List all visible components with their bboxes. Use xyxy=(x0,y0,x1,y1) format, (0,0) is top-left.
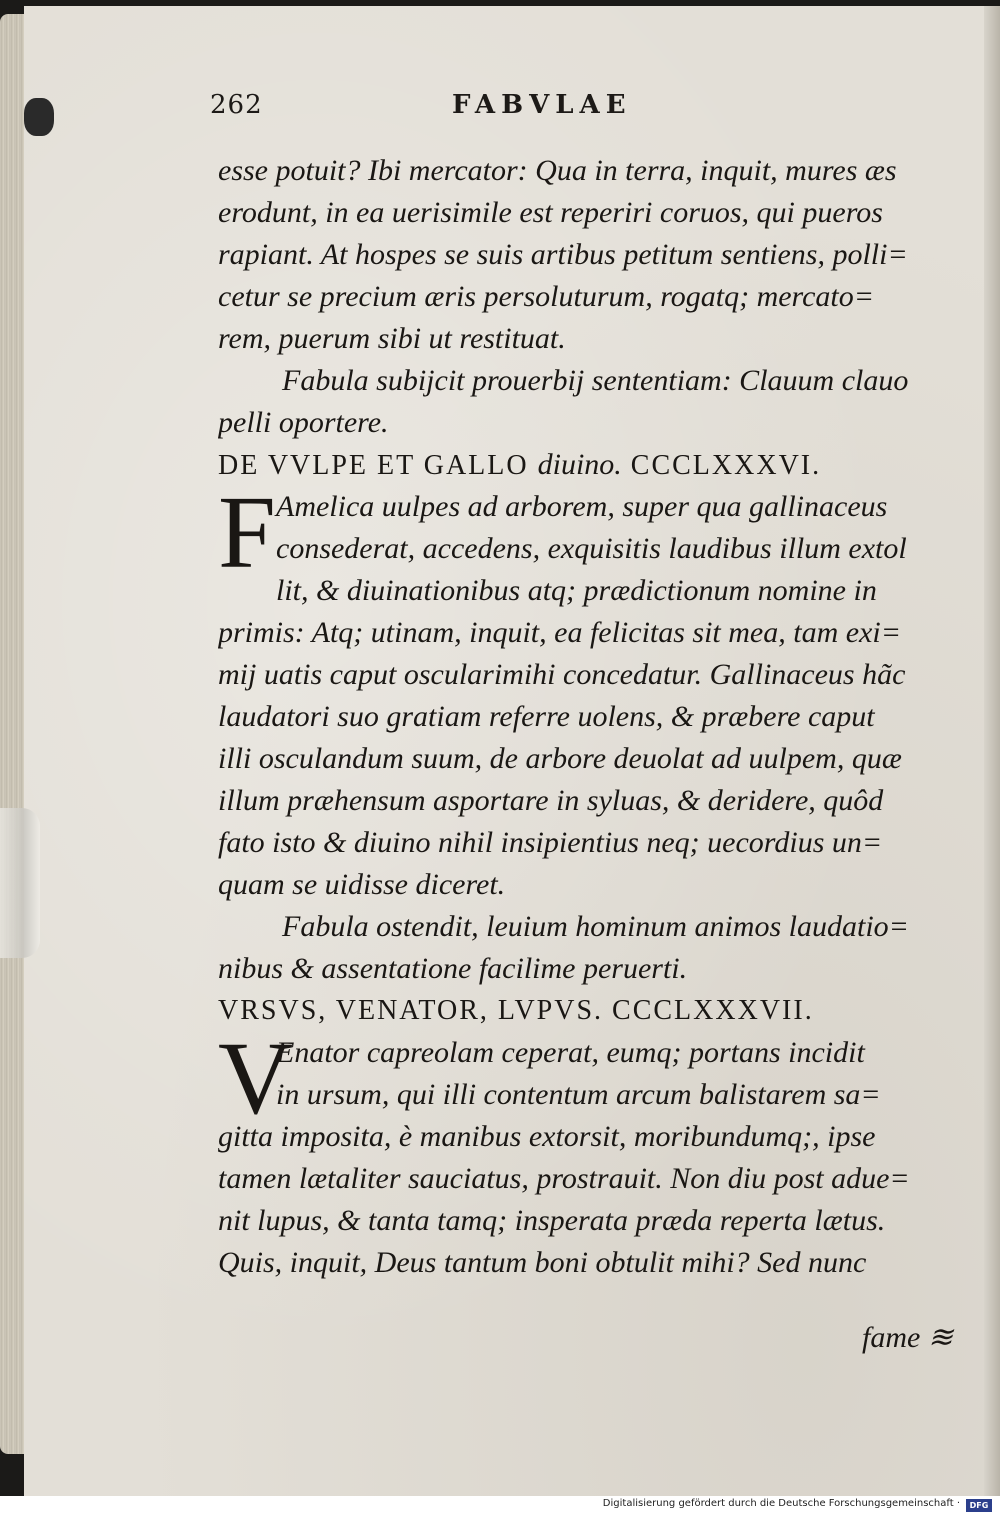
text-line: in ursum, qui illi contentum arcum balistarem sa= xyxy=(276,1078,881,1111)
page-number: 262 xyxy=(210,90,263,120)
moral-line: pelli oportere. xyxy=(218,406,389,439)
text-line: mij uatis caput oscularimihi concedatur. Gallinaceus hãc xyxy=(218,658,906,691)
fable-heading: VRSVS, VENATOR, LVPVS. CCCLXXXVII. xyxy=(218,995,814,1026)
text-line: consederat, accedens, exquisitis laudibus illum extol xyxy=(276,532,907,565)
heading-main: DE VVLPE ET GALLO xyxy=(218,450,529,481)
footer-bar xyxy=(0,1496,1000,1516)
fable-heading xyxy=(218,444,960,486)
text-line: rapiant. At hospes se suis artibus petitum sentiens, polli= xyxy=(218,238,908,271)
text-line: illum præhensum asportare in syluas, & deridere, quôd xyxy=(218,784,884,817)
dfg-logo: DFG xyxy=(966,1499,992,1512)
text-line: Amelica uulpes ad arborem, super qua gallinaceus xyxy=(276,490,888,523)
heading-italic: diuino. xyxy=(537,448,622,481)
page-clip xyxy=(0,808,40,958)
text-line: esse potuit? Ibi mercator: Qua in terra, inquit, mures æs xyxy=(218,154,897,187)
heading-number: CCCLXXXVI. xyxy=(630,450,822,481)
text-line: quam se uidisse diceret. xyxy=(218,868,506,901)
text-line: gitta imposita, è manibus extorsit, moribundumq;, ipse xyxy=(218,1120,876,1153)
text-line: erodunt, in ea uerisimile est reperiri coruos, qui pueros xyxy=(218,196,883,229)
text-line: laudatori suo gratiam referre uolens, & præbere caput xyxy=(218,700,875,733)
moral-line: nibus & assentatione facilime peruerti. xyxy=(218,952,688,985)
moral-line: Fabula ostendit, leuium hominum animos laudatio= xyxy=(282,910,909,943)
text-line: tamen lætaliter sauciatus, prostrauit. Non diu post adue= xyxy=(218,1162,910,1195)
text-line: Quis, inquit, Deus tantum boni obtulit mihi? Sed nunc xyxy=(218,1246,867,1279)
catchword: fame ≋ xyxy=(862,1321,953,1354)
fable-body xyxy=(218,475,960,906)
text-line: fato isto & diuino nihil insipientius neq; uecordius un= xyxy=(218,826,883,859)
running-head xyxy=(0,90,1000,130)
fable-body xyxy=(218,1021,960,1284)
text-line: rem, puerum sibi ut restituat. xyxy=(218,322,566,355)
drop-capital: V xyxy=(218,1021,294,1136)
text-line: primis: Atq; utinam, inquit, ea felicitas sit mea, tam exi= xyxy=(218,616,901,649)
text-line: illi osculandum suum, de arbore deuolat ad uulpem, quæ xyxy=(218,742,902,775)
text-line: nit lupus, & tanta tamq; insperata præda reperta lætus. xyxy=(218,1204,886,1237)
funding-credit: Digitalisierung gefördert durch die Deutsche Forschungsgemeinschaft · xyxy=(602,1498,960,1509)
running-title: FABVLAE xyxy=(452,90,632,120)
moral-line: Fabula subijcit prouerbij sententiam: Clauum clauo xyxy=(282,364,909,397)
text-line: cetur se precium æris persoluturum, rogatq; mercato= xyxy=(218,280,875,313)
drop-capital: F xyxy=(218,475,276,590)
text-line: lit, & diuinationibus atq; prædictionum nomine in xyxy=(276,574,877,607)
text-line: Enator capreolam ceperat, eumq; portans incidit xyxy=(276,1036,865,1069)
text-block xyxy=(218,150,960,1284)
facing-page-edge xyxy=(984,6,1000,1496)
